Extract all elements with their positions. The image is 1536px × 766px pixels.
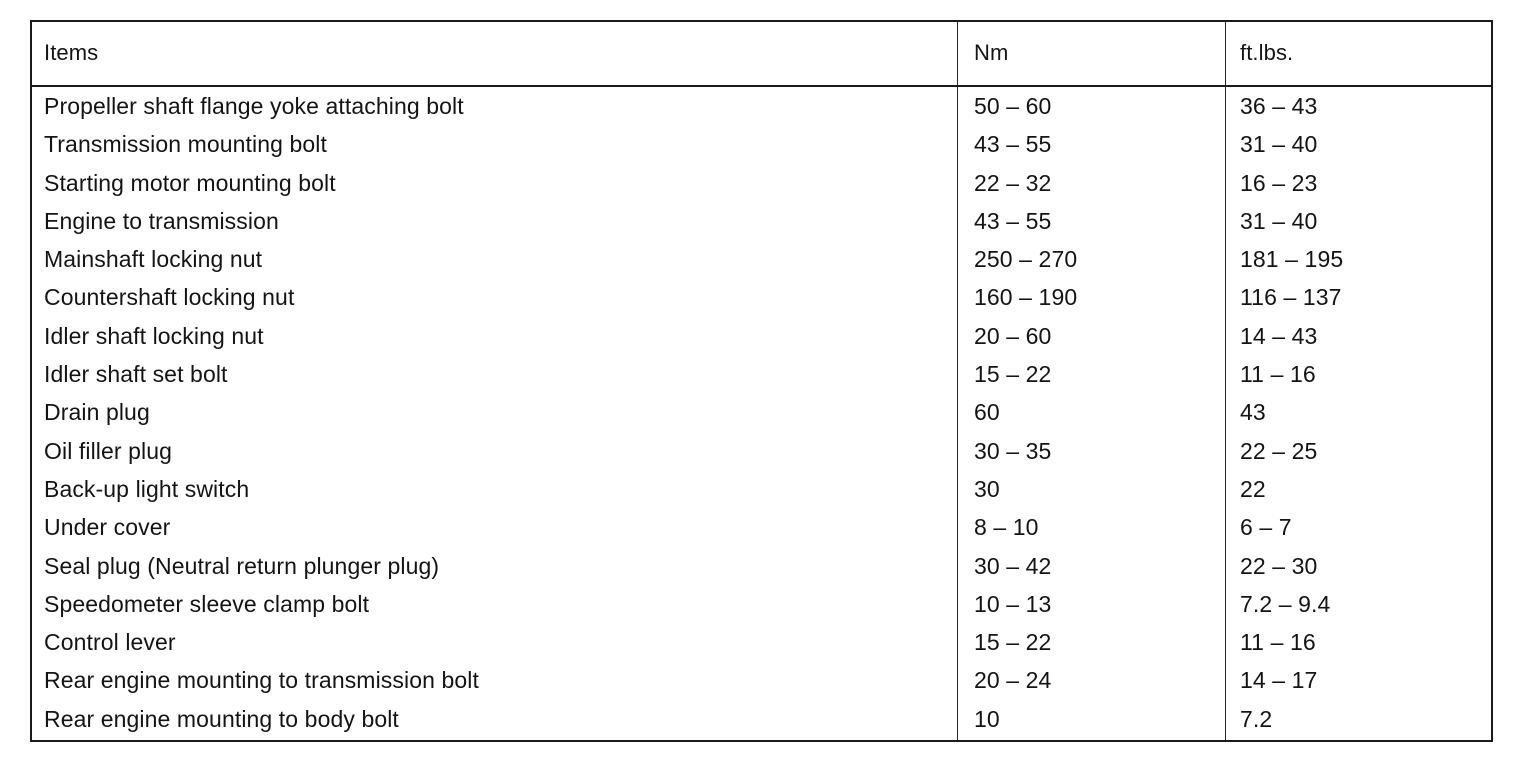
table-row	[32, 317, 1491, 355]
row-ftlbs: 43	[1240, 399, 1266, 426]
row-ftlbs: 11 – 16	[1240, 361, 1316, 388]
table-row	[32, 202, 1491, 240]
table-row	[32, 508, 1491, 546]
table-row	[32, 700, 1491, 738]
row-ftlbs: 16 – 23	[1240, 169, 1318, 196]
row-nm: 15 – 22	[974, 361, 1052, 388]
row-ftlbs: 31 – 40	[1240, 207, 1318, 234]
header-items: Items	[44, 40, 99, 65]
row-ftlbs: 7.2 – 9.4	[1240, 590, 1331, 617]
row-nm: 10	[974, 705, 1000, 732]
table-header	[32, 22, 1491, 85]
row-ftlbs: 31 – 40	[1240, 131, 1318, 158]
row-item: Rear engine mounting to body bolt	[44, 705, 399, 732]
table-row	[32, 432, 1491, 470]
row-nm: 43 – 55	[974, 207, 1052, 234]
row-item: Starting motor mounting bolt	[44, 169, 336, 196]
row-item: Drain plug	[44, 399, 150, 426]
table-body	[32, 87, 1491, 738]
row-nm: 15 – 22	[974, 629, 1052, 656]
row-nm: 22 – 32	[974, 169, 1052, 196]
row-item: Transmission mounting bolt	[44, 131, 327, 158]
row-item: Propeller shaft flange yoke attaching bolt	[44, 93, 464, 119]
row-ftlbs: 7.2	[1240, 705, 1273, 732]
row-item: Engine to transmission	[44, 207, 279, 234]
row-nm: 50 – 60	[974, 93, 1052, 119]
row-ftlbs: 36 – 43	[1240, 93, 1318, 119]
row-ftlbs: 14 – 43	[1240, 322, 1318, 349]
table-row	[32, 240, 1491, 278]
header-ftlbs: ft.lbs.	[1240, 40, 1294, 65]
row-ftlbs: 6 – 7	[1240, 514, 1292, 541]
row-item: Oil filler plug	[44, 437, 173, 464]
row-nm: 20 – 60	[974, 322, 1052, 349]
row-nm: 60	[974, 399, 1000, 426]
row-nm: 20 – 24	[974, 667, 1052, 694]
table-row	[32, 623, 1491, 661]
row-item: Speedometer sleeve clamp bolt	[44, 590, 370, 617]
row-nm: 8 – 10	[974, 514, 1039, 541]
torque-spec-table	[30, 20, 1493, 742]
row-ftlbs: 14 – 17	[1240, 667, 1318, 694]
row-item: Idler shaft locking nut	[44, 322, 264, 349]
row-nm: 30	[974, 475, 1000, 502]
row-ftlbs: 22 – 30	[1240, 552, 1318, 579]
row-ftlbs: 116 – 137	[1240, 284, 1342, 311]
header-nm: Nm	[974, 40, 1009, 65]
row-item: Under cover	[44, 514, 171, 541]
table-row	[32, 278, 1491, 316]
table-row	[32, 547, 1491, 585]
table-row	[32, 355, 1491, 393]
row-nm: 43 – 55	[974, 131, 1052, 158]
table-row	[32, 125, 1491, 163]
row-item: Countershaft locking nut	[44, 284, 295, 311]
row-nm: 30 – 35	[974, 437, 1052, 464]
row-ftlbs: 22 – 25	[1240, 437, 1318, 464]
row-nm: 160 – 190	[974, 284, 1078, 311]
row-nm: 30 – 42	[974, 552, 1052, 579]
row-item: Back-up light switch	[44, 475, 250, 502]
table-row	[32, 585, 1491, 623]
row-item: Idler shaft set bolt	[44, 361, 228, 388]
row-item: Seal plug (Neutral return plunger plug)	[44, 552, 440, 579]
table-row	[32, 87, 1491, 125]
row-item: Rear engine mounting to transmission bolt	[44, 667, 479, 694]
row-item: Mainshaft locking nut	[44, 246, 263, 273]
row-item: Control lever	[44, 629, 176, 656]
row-ftlbs: 181 – 195	[1240, 246, 1344, 273]
row-ftlbs: 11 – 16	[1240, 629, 1316, 656]
table-row	[32, 164, 1491, 202]
row-ftlbs: 22	[1240, 475, 1266, 502]
row-nm: 250 – 270	[974, 246, 1078, 273]
table-row	[32, 661, 1491, 699]
table-row	[32, 393, 1491, 431]
table-row	[32, 470, 1491, 508]
row-nm: 10 – 13	[974, 590, 1052, 617]
